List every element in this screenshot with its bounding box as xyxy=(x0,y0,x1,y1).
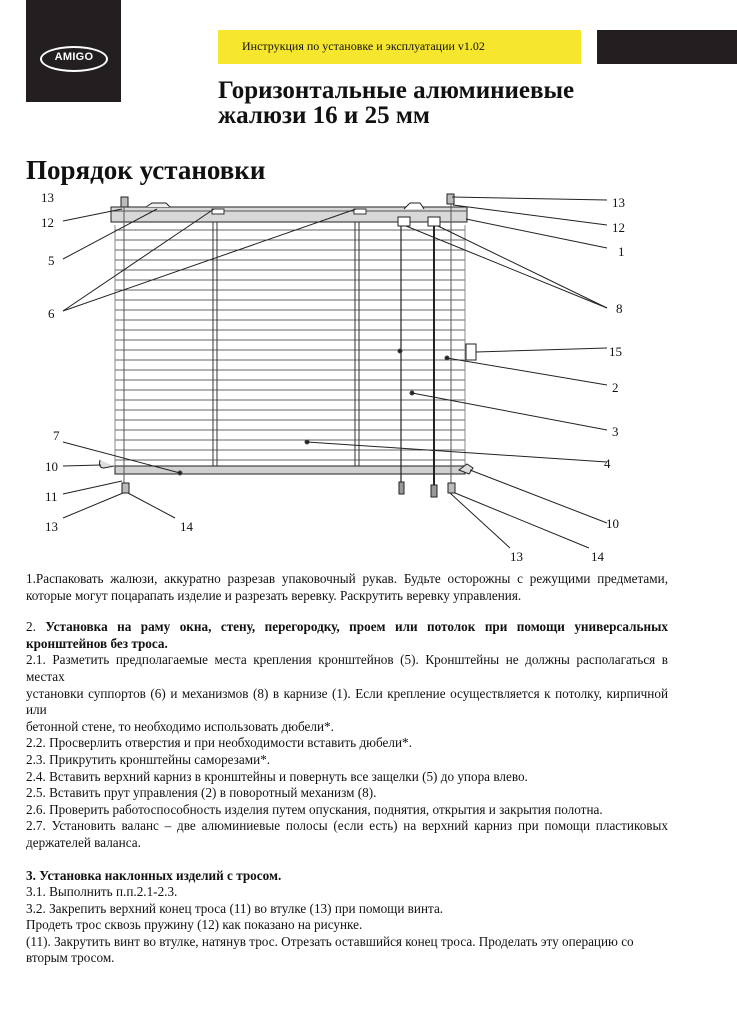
callout-label: 11 xyxy=(45,489,58,504)
section-3-heading: 3. Установка наклонных изделий с тросом. xyxy=(26,867,282,883)
callout-label: 1 xyxy=(618,244,625,259)
wand-holder xyxy=(466,344,476,360)
callout-label: 7 xyxy=(53,428,60,443)
callout-label: 13 xyxy=(45,519,58,534)
mechanism xyxy=(398,217,410,226)
callout-label: 8 xyxy=(616,301,623,316)
callout-label: 13 xyxy=(612,195,625,210)
callout-label: 2 xyxy=(612,380,619,395)
blind-illustration xyxy=(100,194,477,497)
slats xyxy=(115,230,465,460)
top-socket-left xyxy=(121,197,128,207)
step-3-1: 3.1. Выполнить п.п.2.1-2.3. xyxy=(26,884,178,900)
callout-label: 15 xyxy=(609,344,622,359)
support xyxy=(354,209,366,214)
step-2-7: 2.7. Установить валанс – две алюминиевые полосы (если есть) на верхний карниз при помощи пластиковых держателей валанса. xyxy=(26,818,668,850)
logo-block xyxy=(26,0,121,102)
step-2-6: 2.6. Проверить работоспособность изделия путем опускания, поднятия, открытия и закрытия полотна. xyxy=(26,801,603,817)
step-2-1-part-2: установки суппортов (6) и механизмов (8) в карнизе (1). Если крепление осуществляется к потолку, кирпичной или xyxy=(26,685,668,718)
support xyxy=(212,209,224,214)
step-3-3: Продеть трос сквозь пружину (12) как показано на рисунке. xyxy=(26,917,363,933)
banner-dark-bar xyxy=(597,30,737,64)
step-2-2: 2.2. Просверлить отверстия и при необходимости вставить дюбели*. xyxy=(26,735,412,751)
callout-label: 14 xyxy=(591,549,604,564)
section-2-heading xyxy=(26,619,668,652)
step-2-1-part-1: 2.1. Разметить предполагаемые места крепления кронштейнов (5). Кронштейны не должны располагаться в местах xyxy=(26,652,668,684)
callout-label: 5 xyxy=(48,253,55,268)
step-2-5: 2.5. Вставить прут управления (2) в поворотный механизм (8). xyxy=(26,785,377,801)
instructions-body xyxy=(26,571,668,967)
document-banner xyxy=(218,30,581,64)
callout-label: 12 xyxy=(612,220,625,235)
blinds-diagram xyxy=(26,185,737,568)
callout-label: 10 xyxy=(45,459,58,474)
step-3-2: 3.2. Закрепить верхний конец троса (11) во втулке (13) при помощи винта. xyxy=(26,900,444,916)
callouts-right xyxy=(510,195,625,564)
bottom-clip xyxy=(100,460,115,468)
callout-label: 10 xyxy=(606,516,619,531)
amigo-logo xyxy=(40,46,108,72)
section-title: Порядок установки xyxy=(26,155,266,185)
title-line-1: Горизонтальные алюминиевые xyxy=(218,77,575,104)
bracket xyxy=(146,203,170,207)
document-title xyxy=(218,78,574,128)
ladder-strings xyxy=(213,222,359,468)
logo-text: AMIGO xyxy=(54,51,94,63)
callout-label: 14 xyxy=(180,519,193,534)
step-2-4: 2.4. Вставить верхний карниз в кронштейны и повернуть все защелки (5) до упора влево. xyxy=(26,768,528,784)
callout-label: 4 xyxy=(604,456,611,471)
callout-label: 13 xyxy=(510,549,523,564)
section-2-heading-text: Установка на раму окна, стену, перегородку, проем или потолок при помощи универсальных кронштейнов без троса. xyxy=(26,619,669,651)
top-socket-right xyxy=(447,194,454,204)
step-3-4: (11). Закрутить винт во втулке, натянув трос. Отрезать оставшийся конец троса. Проделать эту операцию со вторым тросом. xyxy=(26,933,634,966)
banner-text: Инструкция по установке и эксплуатации v1.02 xyxy=(242,39,485,53)
intro-paragraph: 1.Распаковать жалюзи, аккуратно разрезав упаковочный рукав. Будьте осторожны с режущими предметами, которые могут поцарапать изделие и разрезать веревку. Раскрутить веревку управления. xyxy=(26,571,668,603)
title-line-2: жалюзи 16 и 25 мм xyxy=(218,102,430,129)
step-2-1-part-3: бетонной стене, то необходимо использовать дюбели*. xyxy=(26,718,334,734)
mechanism xyxy=(428,217,440,226)
callout-label: 6 xyxy=(48,306,55,321)
callout-label: 13 xyxy=(41,190,54,205)
callout-label: 12 xyxy=(41,215,54,230)
callout-label: 3 xyxy=(612,424,619,439)
section-2-number: 2. xyxy=(26,619,46,635)
headrail xyxy=(111,207,467,222)
step-2-3: 2.3. Прикрутить кронштейны саморезами*. xyxy=(26,751,271,767)
